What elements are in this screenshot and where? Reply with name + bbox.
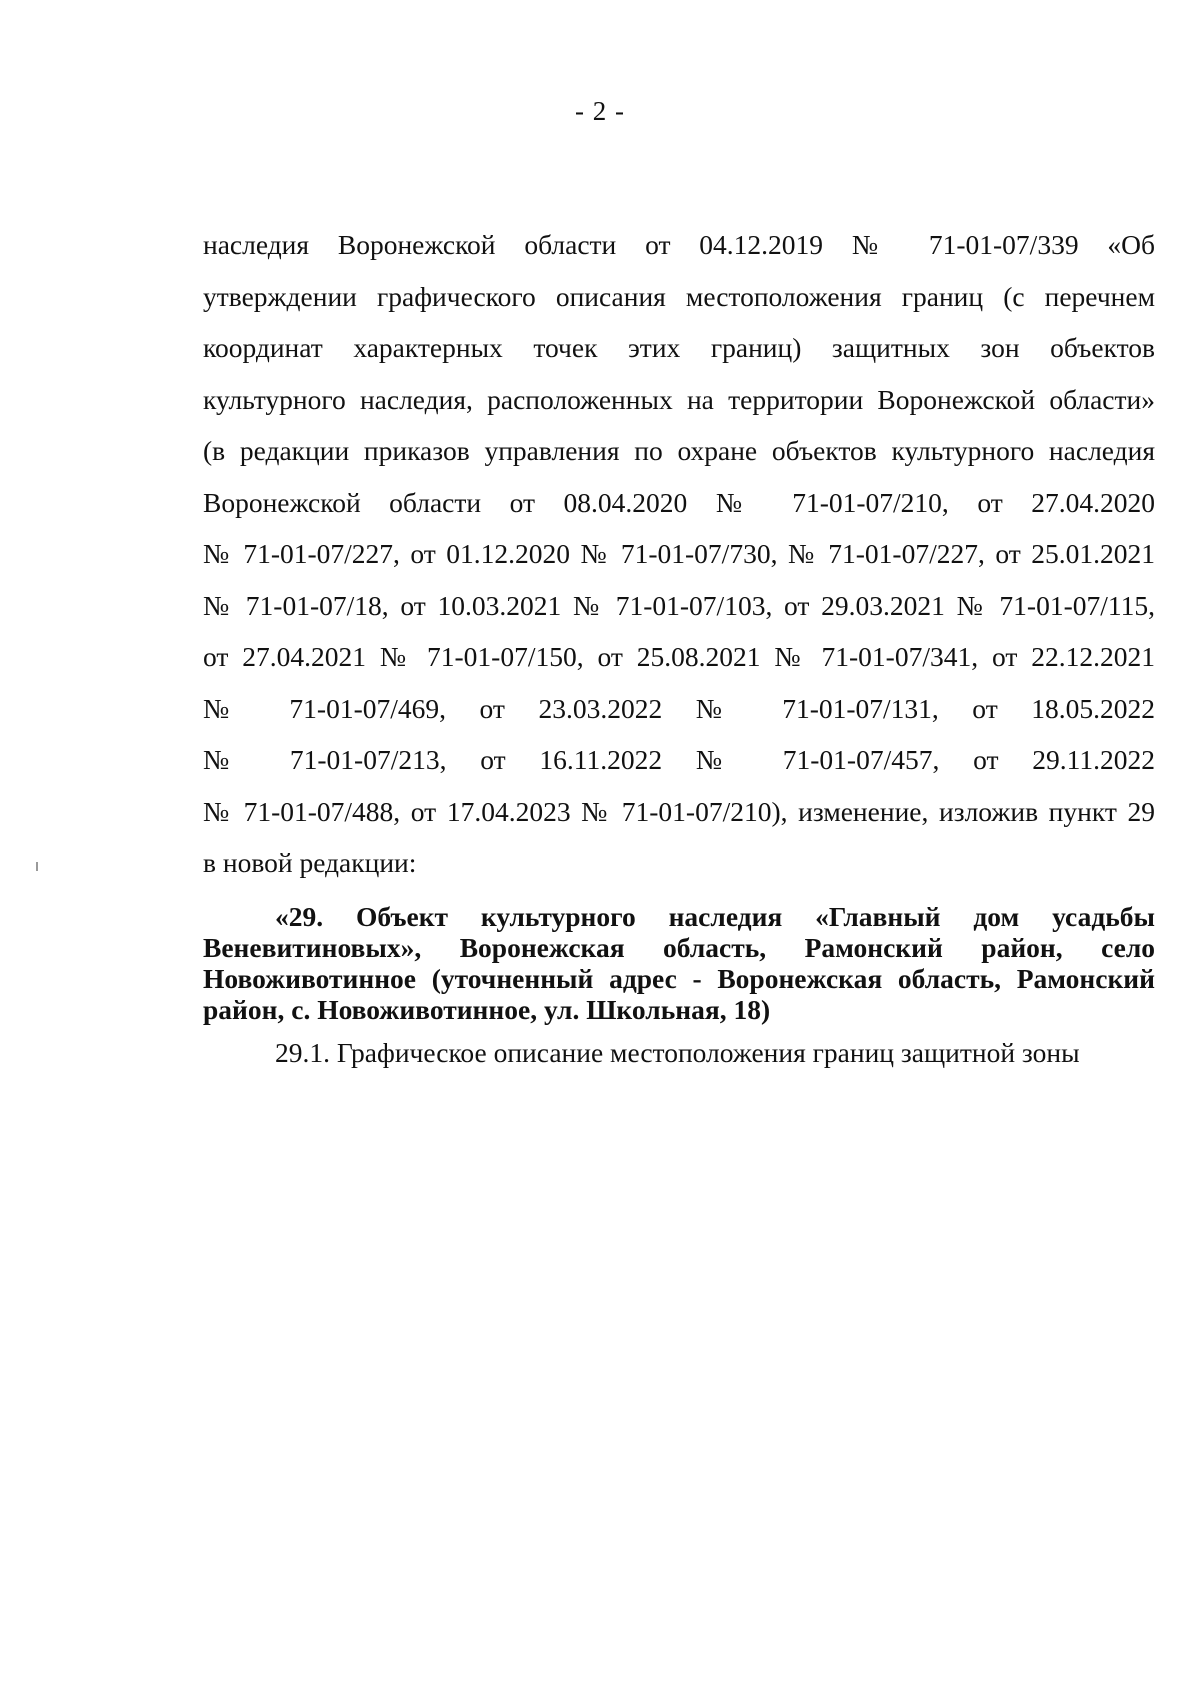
body-line: координат характерных точек этих границ) защитных зон объектов: [203, 332, 1155, 363]
heading-line: Веневитиновых», Воронежская область, Рамонский район, село: [203, 932, 1155, 963]
section-29-heading: [203, 901, 1155, 1025]
body-line: № 71-01-07/213, от 16.11.2022 № 71-01-07/457, от 29.11.2022: [203, 744, 1155, 775]
body-line: № 71-01-07/488, от 17.04.2023 № 71-01-07/210), изменение, изложив пункт 29: [203, 796, 1155, 827]
body-line: № 71-01-07/227, от 01.12.2020 № 71-01-07/730, № 71-01-07/227, от 25.01.2021: [203, 538, 1155, 569]
heading-line: Новоживотинное (уточненный адрес - Воронежская область, Рамонский: [203, 963, 1155, 994]
body-line: культурного наследия, расположенных на территории Воронежской области»: [203, 384, 1155, 415]
subsection-29-1: 29.1. Графическое описание местоположения границ защитной зоны: [275, 1037, 1080, 1068]
page-number: - 2 -: [575, 96, 625, 126]
heading-line: «29. Объект культурного наследия «Главный дом усадьбы: [275, 901, 1155, 932]
body-line: утверждении графического описания местоположения границ (с перечнем: [203, 281, 1155, 312]
body-line: Воронежской области от 08.04.2020 № 71-01-07/210, от 27.04.2020: [203, 487, 1155, 518]
body-line: от 27.04.2021 № 71-01-07/150, от 25.08.2021 № 71-01-07/341, от 22.12.2021: [203, 641, 1155, 672]
body-line: (в редакции приказов управления по охране объектов культурного наследия: [203, 435, 1155, 466]
body-line: наследия Воронежской области от 04.12.2019 № 71-01-07/339 «Об: [203, 229, 1155, 260]
scan-margin-mark: [36, 862, 38, 871]
body-line: в новой редакции:: [203, 847, 417, 878]
body-line: № 71-01-07/18, от 10.03.2021 № 71-01-07/103, от 29.03.2021 № 71-01-07/115,: [203, 590, 1155, 621]
heading-line: район, с. Новоживотинное, ул. Школьная, 18): [203, 994, 771, 1025]
body-line: № 71-01-07/469, от 23.03.2022 № 71-01-07/131, от 18.05.2022: [203, 693, 1155, 724]
